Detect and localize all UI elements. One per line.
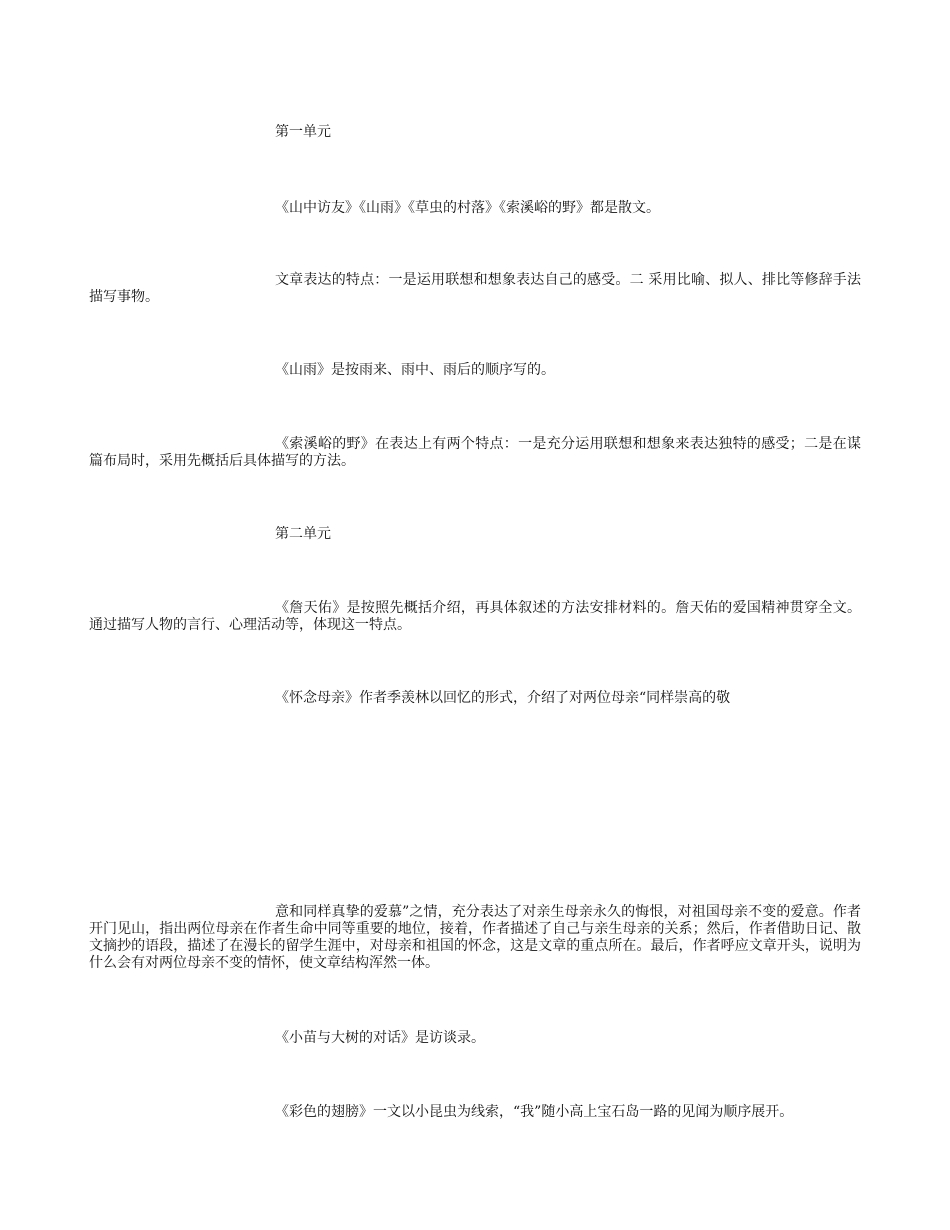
- paragraph-mother-start: 《怀念母亲》作者季羡林以回忆的形式，介绍了对两位母亲“同样崇高的敬: [275, 690, 731, 706]
- paragraph-suoxiyu: 《索溪峪的野》在表达上有两个特点：一是充分运用联想和想象来表达独特的感受；二是在谋篇布局时，采用先概括后具体描写的方法。: [89, 436, 861, 469]
- unit-heading-1: 第一单元: [275, 124, 331, 140]
- paragraph-interview: 《小苗与大树的对话》是访谈录。: [275, 1030, 485, 1046]
- paragraph-essays: 《山中访友》《山雨》《草虫的村落》《索溪峪的野》都是散文。: [275, 200, 660, 216]
- paragraph-wings: 《彩色的翅膀》一文以小昆虫为线索，“我”随小高上宝石岛一路的见闻为顺序展开。: [275, 1104, 794, 1120]
- unit-heading-2: 第二单元: [275, 526, 331, 542]
- paragraph-shanyu: 《山雨》是按雨来、雨中、雨后的顺序写的。: [275, 362, 555, 378]
- paragraph-mother-cont: 意和同样真挚的爱慕”之情，充分表达了对亲生母亲永久的悔恨，对祖国母亲不变的爱意。作者开门见山，指出两位母亲在作者生命中同等重要的地位，接着，作者描述了自己与亲生母亲的关系；然后，作者借助日记、散文摘抄的语段，描述了在漫长的留学生涯中，对母亲和祖国的怀念，这是文章的重点所在。最后，作者呼应文章开头，说明为什么会有对两位母亲不变的情怀，使文章结构浑然一体。: [89, 904, 861, 971]
- paragraph-zhantianyou: 《詹天佑》是按照先概括介绍，再具体叙述的方法安排材料的。詹天佑的爱国精神贯穿全文。通过描写人物的言行、心理活动等，体现这一特点。: [89, 600, 861, 633]
- paragraph-features: 文章表达的特点：一是运用联想和想象表达自己的感受。二 采用比喻、拟人、排比等修辞手法描写事物。: [89, 272, 861, 305]
